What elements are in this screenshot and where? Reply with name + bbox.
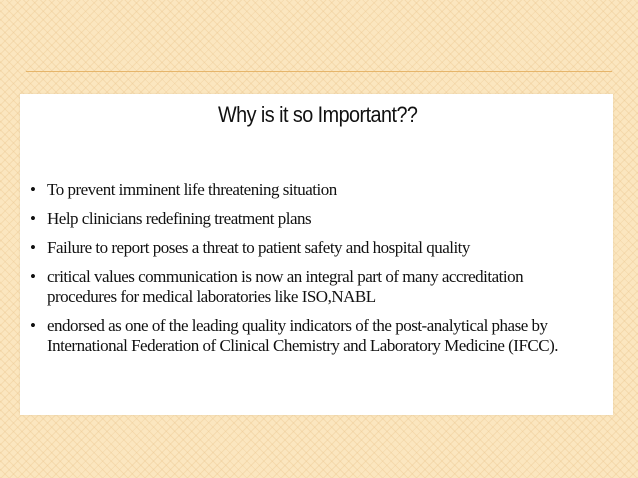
bullet-dot: • bbox=[30, 238, 36, 257]
bullet-item bbox=[30, 316, 608, 356]
bullet-text: Failure to report poses a threat to patient safety and hospital quality bbox=[47, 238, 470, 257]
bullet-text-line-1: endorsed as one of the leading quality indicators of the post-analytical phase by bbox=[47, 316, 548, 335]
bullet-text-line-2: procedures for medical laboratories like ISO,NABL bbox=[47, 287, 376, 306]
bullet-dot: • bbox=[30, 209, 36, 228]
bullet-list bbox=[30, 180, 608, 365]
bullet-item bbox=[30, 180, 608, 200]
bullet-dot: • bbox=[30, 316, 36, 335]
bullet-dot: • bbox=[30, 180, 36, 199]
slide-content-card bbox=[20, 94, 613, 415]
slide-title: Why is it so Important?? bbox=[217, 102, 418, 127]
bullet-dot: • bbox=[30, 267, 36, 286]
bullet-item bbox=[30, 238, 608, 258]
bullet-text: Help clinicians redefining treatment plans bbox=[47, 209, 312, 228]
bullet-text: To prevent imminent life threatening situation bbox=[47, 180, 337, 199]
bullet-text-line-1: critical values communication is now an integral part of many accreditation bbox=[47, 267, 524, 286]
bullet-item bbox=[30, 209, 608, 229]
bullet-item bbox=[30, 267, 608, 307]
top-divider bbox=[26, 71, 612, 72]
bullet-text-line-2: International Federation of Clinical Chemistry and Laboratory Medicine (IFCC). bbox=[47, 336, 558, 355]
